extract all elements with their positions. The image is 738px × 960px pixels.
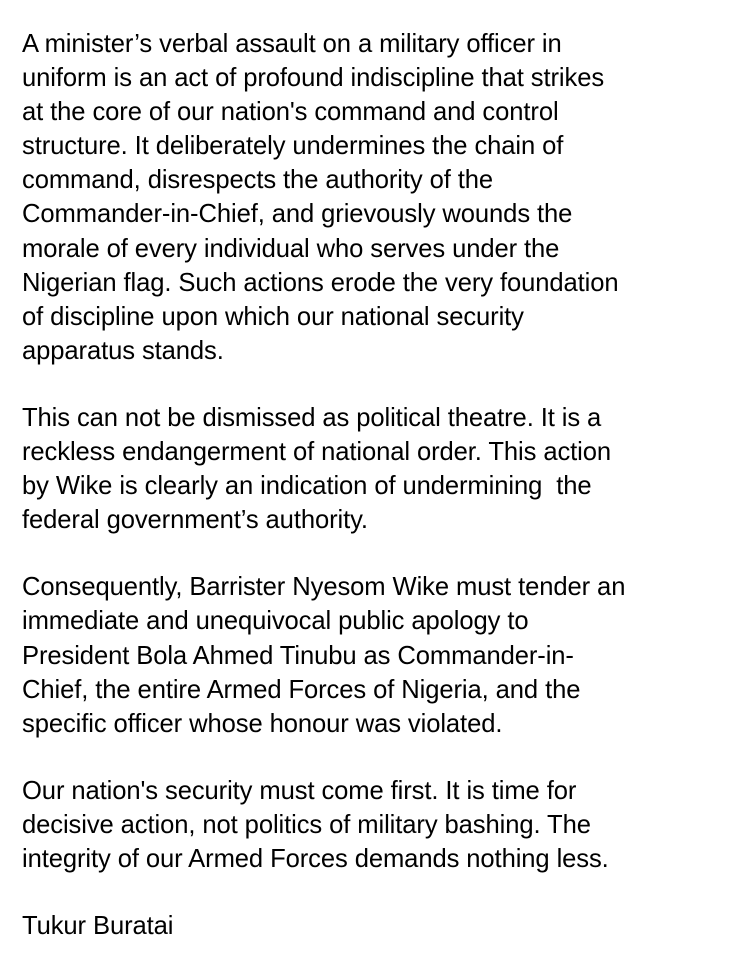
text-line: by Wike is clearly an indication of undermining the xyxy=(22,472,592,501)
text-line: morale of every individual who serves under the xyxy=(22,234,560,263)
text-line: A minister’s verbal assault on a military officer in xyxy=(22,30,562,58)
paragraph-1 xyxy=(22,27,738,368)
text-line: command, disrespects the authority of the xyxy=(22,166,494,195)
text-line: uniform is an act of profound indiscipline that strikes xyxy=(22,64,605,93)
paragraph-3 xyxy=(22,570,738,740)
text-line: integrity of our Armed Forces demands nothing less. xyxy=(22,844,609,873)
text-line: of discipline upon which our national security xyxy=(22,302,524,331)
text-line: immediate and unequivocal public apology to xyxy=(22,607,529,636)
text-line: structure. It deliberately undermines the chain of xyxy=(22,132,564,161)
text-line: President Bola Ahmed Tinubu as Commander-in- xyxy=(22,641,574,670)
text-line: Nigerian flag. Such actions erode the very foundation xyxy=(22,268,619,297)
paragraph-2 xyxy=(22,401,738,537)
paragraph-4 xyxy=(22,774,738,876)
text-line: Chief, the entire Armed Forces of Nigeria, and the xyxy=(22,675,581,704)
signature: Tukur Buratai xyxy=(22,912,174,941)
text-line: Commander-in-Chief, and grievously wounds the xyxy=(22,200,573,229)
text-line: decisive action, not politics of military bashing. The xyxy=(22,810,591,839)
text-line: Our nation's security must come first. It is time for xyxy=(22,776,577,805)
text-line: federal government’s authority. xyxy=(22,506,368,535)
text-line: Consequently, Barrister Nyesom Wike must tender an xyxy=(22,573,626,602)
text-line: at the core of our nation's command and control xyxy=(22,98,559,127)
text-line: This can not be dismissed as political theatre. It is a xyxy=(22,403,602,432)
text-line: specific officer whose honour was violated. xyxy=(22,709,503,738)
text-line: reckless endangerment of national order. This action xyxy=(22,438,612,467)
text-line: apparatus stands. xyxy=(22,336,224,365)
